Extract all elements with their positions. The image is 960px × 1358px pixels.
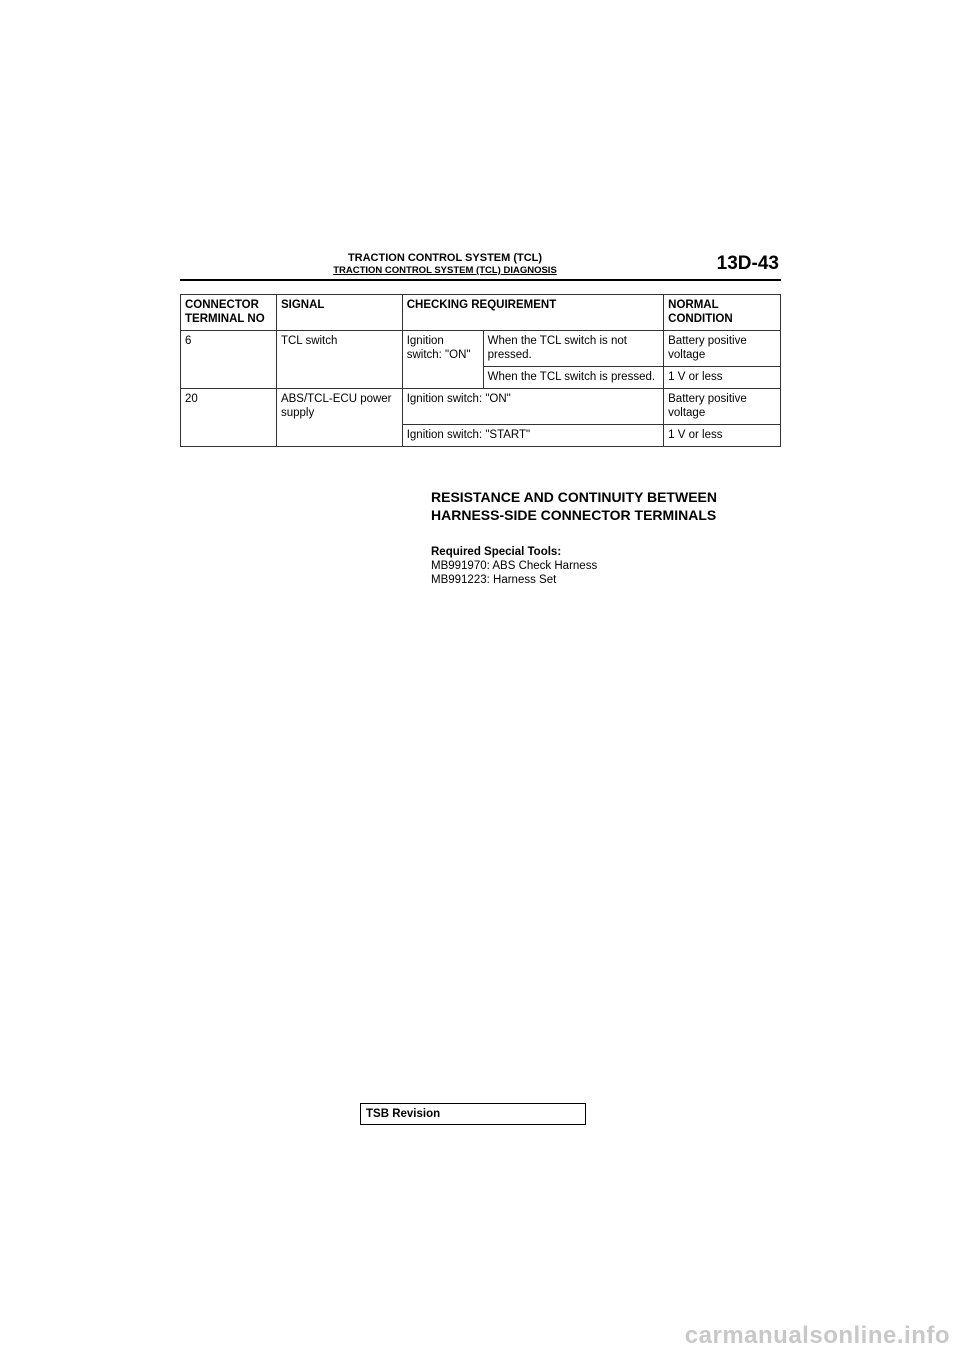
cell-signal: TCL switch — [276, 331, 402, 389]
cell-condition: Battery positive voltage — [664, 331, 781, 367]
tsb-revision-box — [360, 1103, 586, 1125]
header-title: TRACTION CONTROL SYSTEM (TCL) — [347, 252, 543, 264]
cell-requirement: Ignition switch: "ON" — [402, 389, 663, 425]
tsb-revision-label: TSB Revision — [366, 1108, 441, 1120]
table-header-row — [181, 295, 781, 331]
cell-requirement-main: Ignition switch: "ON" — [402, 331, 483, 389]
table-row — [181, 389, 781, 425]
header-condition: NORMAL CONDITION — [664, 295, 781, 331]
header-signal: SIGNAL — [276, 295, 402, 331]
terminal-voltage-table — [180, 294, 781, 447]
cell-terminal: 20 — [181, 389, 277, 447]
table-row — [181, 331, 781, 367]
tool-item: MB991223: Harness Set — [431, 574, 557, 586]
page-header — [180, 252, 781, 281]
tools-label: Required Special Tools: — [431, 546, 562, 558]
cell-condition: Battery positive voltage — [664, 389, 781, 425]
page-number: 13D-43 — [716, 253, 779, 274]
header-requirement: CHECKING REQUIREMENT — [402, 295, 663, 331]
cell-requirement: When the TCL switch is not pressed. — [483, 331, 664, 367]
header-terminal: CONNECTOR TERMINAL NO — [181, 295, 277, 331]
watermark: carmanualsonline.info — [684, 1322, 950, 1349]
header-subtitle: TRACTION CONTROL SYSTEM (TCL) DIAGNOSIS — [333, 265, 557, 276]
cell-requirement: Ignition switch: "START" — [402, 425, 663, 447]
cell-condition: 1 V or less — [664, 367, 781, 389]
cell-terminal: 6 — [181, 331, 277, 389]
section-title: RESISTANCE AND CONTINUITY BETWEEN HARNESS-SIDE CONNECTOR TERMINALS — [431, 489, 717, 523]
cell-signal: ABS/TCL-ECU power supply — [276, 389, 402, 447]
cell-condition: 1 V or less — [664, 425, 781, 447]
resistance-continuity-section — [431, 488, 781, 587]
tool-item: MB991970: ABS Check Harness — [431, 560, 598, 572]
cell-requirement: When the TCL switch is pressed. — [483, 367, 664, 389]
